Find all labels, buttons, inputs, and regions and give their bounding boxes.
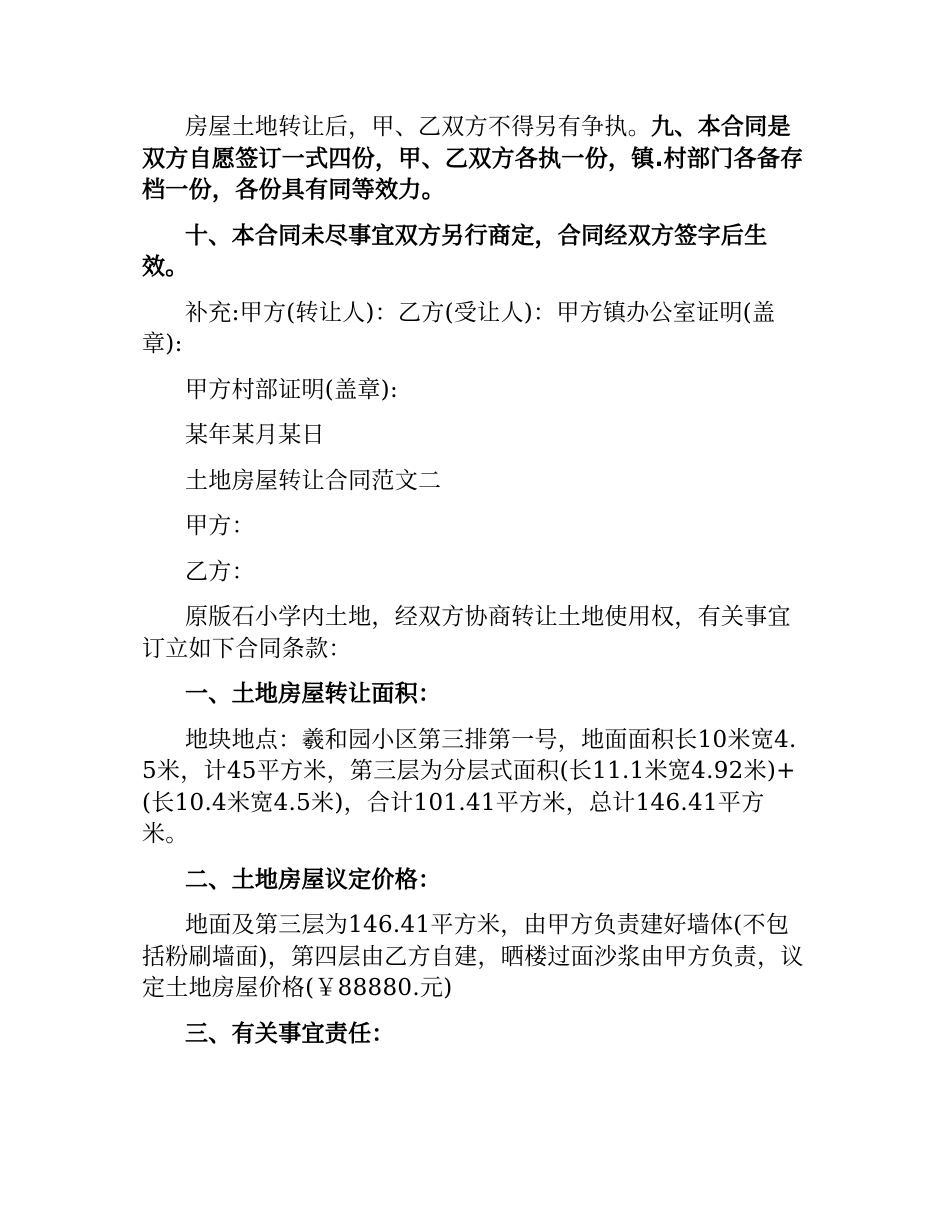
document-subtitle: 土地房屋转让合同范文二 (185, 467, 442, 494)
area-details: 地块地点：羲和园小区第三排第一号，地面面积长10米宽4.5米，计45平方米，第三层为分层式面积(长11.1米宽4.92米)+(长10.4米宽4.5米)，合计101.41平方米，总计146.41平方米。 (142, 726, 797, 847)
supplement-signatures: 补充:甲方(转让人)：乙方(受让人)：甲方镇办公室证明(盖章): (142, 299, 776, 357)
clause-10: 十、本合同未尽事宜双方另行商定，合同经双方签字后生效。 (142, 222, 768, 280)
village-certification: 甲方村部证明(盖章): (185, 376, 398, 403)
price-details: 地面及第三层为146.41平方米，由甲方负责建好墙体(不包括粉刷墙面)，第四层由乙方自建，晒楼过面沙浆由甲方负责，议定土地房屋价格(￥88880.元) (142, 912, 804, 1001)
section-heading-area: 一、土地房屋转让面积： (185, 681, 442, 707)
date-line: 某年某月某日 (185, 422, 325, 448)
document-body (142, 112, 810, 1064)
party-b: 乙方： (185, 558, 255, 585)
intro-paragraph: 原版石小学内土地，经双方协商转让土地使用权，有关事宜订立如下合同条款： (142, 604, 791, 662)
clause-9-bold-text: 九、本合同是双方自愿签订一式四份，甲、乙双方各执一份，镇.村部门各备存档一份，各份具有同等效力。 (142, 114, 804, 203)
section-heading-responsibility: 三、有关事宜责任： (185, 1020, 395, 1047)
paragraph-text: 房屋土地转让后，甲、乙双方不得另有争执。 (185, 114, 651, 140)
section-heading-price: 二、土地房屋议定价格： (185, 866, 442, 893)
paragraph-clause-9 (142, 112, 810, 207)
party-a: 甲方： (185, 513, 255, 539)
